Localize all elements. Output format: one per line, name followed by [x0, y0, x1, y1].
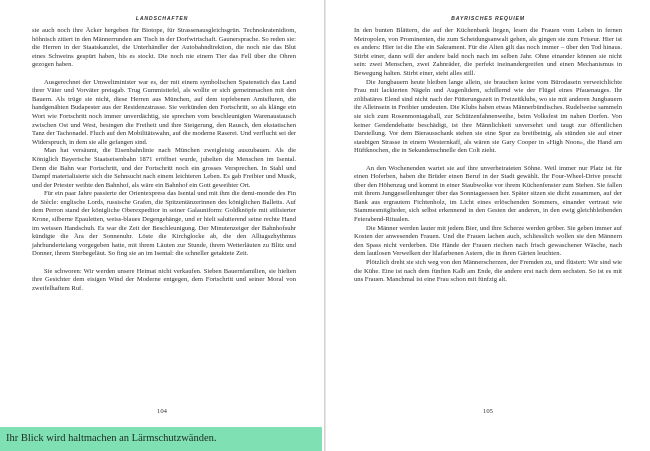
running-head-left: LANDSCHAFTEN: [135, 16, 189, 22]
paragraph: In den bunten Blättern, die auf der Küchenbank liegen, lesen die Frauen vom Leben in fernen Metropolen, von Prominenten, die zum Scheidungsanwalt gehen, als gingen sie zum Friseur. Hier ist es anders: Hier ist die Ehe ein Sakrament. Für die Alten gilt das noch immer – über den Tod hinaus. Stirbt einer, dann will der andere bald noch nach im selben Jahr. Ohne einander können sie nicht sein: zwei Menschen, zwei Zahnräder, die perfekt ineinandergreifen und einen Mechanismus in Bewegung halten. Stirbt einer, steht alles still.: [354, 27, 622, 77]
right-page: [326, 0, 650, 451]
paragraph: sie auch noch ihre Äcker hergeben für Biotope, für Strassenausgleichsgrün. Technokratenidiom, höhnisch zitiert in den Männerrunden am Tisch in der Dorfwirtschaft. Gaunersprache. So reden sie: die Herren in der Staatskanzlei, die Unterhändler der Autobahndirektion, die noch nie das Blut eines Schweins gespürt haben, bis es stockt. Die noch nie einem Tier das Fell über die Ohren gezogen haben.: [32, 27, 296, 69]
page-number-left: 104: [157, 408, 167, 415]
right-page-text: [354, 27, 622, 285]
paragraph: Man hat versäumt, die Eisenbahnlinie nach München zweigleisig auszubauen. Als die Königlich Bayerische Staatseisenbahn 1871 eröffnet wurde, jubelten die Menschen im Isental. Denn die Bahn war Fortschritt, und der Fortschritt noch ein grosses Versprechen. In Stahl und Dampf materialisierte sich die Sehnsucht nach einem leichteren Leben. Es gab Freibier und Musik, und der Priester weihte den Bahnhof, als wäre ein Bahnhof ein Gott geweihter Ort.: [32, 147, 296, 189]
page-number-right: 105: [483, 408, 493, 415]
quote-caption-banner: Ihr Blick wird haltmachen an Lärmschutzwänden.: [0, 427, 322, 451]
left-page: [0, 0, 324, 451]
paragraph: Die Jungbauern heute bleiben lange allein, sie brauchen keine vom Bürodasein verweichlichte Frau mit lackierten Nägeln und Augenlidern, schillernd wie der Flügel eines Pfauenauges. Ihr zölibatäres Elend sind nicht nach der Fütterungszeit in Freizeitklubs, wo sie mit anderen Jungbauern ihr Alleinsein in Freibier umdeuten. Die Klubs haben etwas Männerbündisches. Rudelweise sammeln sie sich zum Rosenmontagsball, zur Schützenfahnenweihe, beim Volksfest im nahen Dorfen. Von keiner Gendendebatte beschädigt, ist ihre Männlichkeit unversehrt und taugt zur öffentlichen Darstellung. Vor dem Bierausschank stehen sie eine Spur zu breitbeinig, als stünden sie auf einer staubigen Strasse in einem Westernkaff, als wären sie Gary Cooper in «High Noon», die Hand am Hüftknochen, die in Sekundenschnelle den Colt zieht.: [354, 78, 622, 155]
paragraph: An den Wochenenden wartet sie auf ihre unverheirateten Söhne. Weil immer nur Platz ist für einen Hoferben, haben die Brüder einen Beruf in der Stadt gewählt. Ihr Four-Wheel-Drive prescht über den Höhenzug und kommt in einer Staubwolke vor ihrem Küchenfenster zum Stehen. Sie fallen mit ihrem Junggesellenhunger über das Sonntagsessen her. Später sitzen sie dicht zusammen, auf der Bank aus ergrautem Fichtenholz, im Licht eines erlöschenden Sommers, einander vertraut wie Stammesmitglieder, sich selbst erkennend in den Gesten der anderen, in den ewig gleichbleibenden Feierabend-Ritualen.: [354, 164, 622, 224]
paragraph: Ausgerechnet der Umweltminister war es, der mit einem symbolischen Spatenstich das Land ihrer Väter und Vorväter preisgab. Trug Gummistiefel, als wollte er sich gemeinmachen mit den Bauern. Als trüge sie nicht, diese Herren aus München, auf dem topfebenen Amtsfluren, die handgenähten Budapester aus der Residenzstrasse. Sie verkünden den Fortschritt, so als klänge ein Wort wie Fortschritt noch immer unverdächtig, sie sprechen vom beschleunigten Warenaustausch zwischen Ost und West, besingen die Freiheit und ihre Steigerung, den Rausch, den ekstatischen Tanz der Tachonadel. Fluch auf den Mobilitätswahn, auf die moderne Raserei. Und verflucht sei der Widerspruch, in dem sie alle gefangen sind.: [32, 78, 296, 146]
left-page-text: [32, 27, 296, 293]
running-head-right: BAYRISCHES REQUIEM: [451, 16, 525, 22]
paragraph: Die Männer werden lauter mit jedem Bier, und ihre Scherze werden gröber. Sie geben immer auf Kosten der anwesenden Frauen. Und die Frauen lachen auch, schliesslich wollen sie den Männern den Spass nicht verderben. Die Hände der Frauen riechen nach frisch gewaschener Wäsche, nach dem lautlosen Verwelken der lilafarbenen Astern, die in ihren Gärten leuchten.: [354, 224, 622, 258]
paragraph: Plötzlich dreht sie sich weg von den Männerscherzen, der Fremden zu, und flüstert: Wir sind wie die Kühe. Eine ist nach dem fünften Kalb am Ende, die andere erst nach dem sechsten. So ist es mit uns Frauen. Manchmal ist eine Frau schon mit fünfzig alt.: [354, 259, 622, 284]
paragraph: Sie schworen: Wir werden unsere Heimat nicht verkaufen. Sieben Bauernfamilien, sie hielten ihre Gesichter dem eisigen Wind der Moderne entgegen, dem Fortschritt und seiner Moral von zweifelhaftem Ruf.: [32, 267, 296, 292]
paragraph: Für ein paar Jahre passierte der Orientexpress das Isental und mit ihm die demi-monde des Fin de Siècle: englische Lords, russische Grafen, die Spitzentänzerinnen des königlichen Balletts. Auf dem Perron stand der königliche Oberexpeditor in seiner Galauniform: Goldknöpfe mit stilisierter Krone, silberne Epauletten, weiss-blaues Degengehänge, und er hielt salutierend seine rechte Hand im weissen Handschuh. Es war die Zeit der Beschleunigung. Der Minutenzeiger der Bahnhofsuhr kündigte die Ära der Sonnenuhr. Löste die Kirchglocke ab, die den Alltagszhythmus jahrhundertelang vorgegeben hatte, mit ihrem Läuten zur Stunde, ihrem Wetterläuten zu Blitz und Donner, ihrem Sterbegeläut. So fing sie an im Isental: die schneller getaktete Zeit.: [32, 190, 296, 258]
